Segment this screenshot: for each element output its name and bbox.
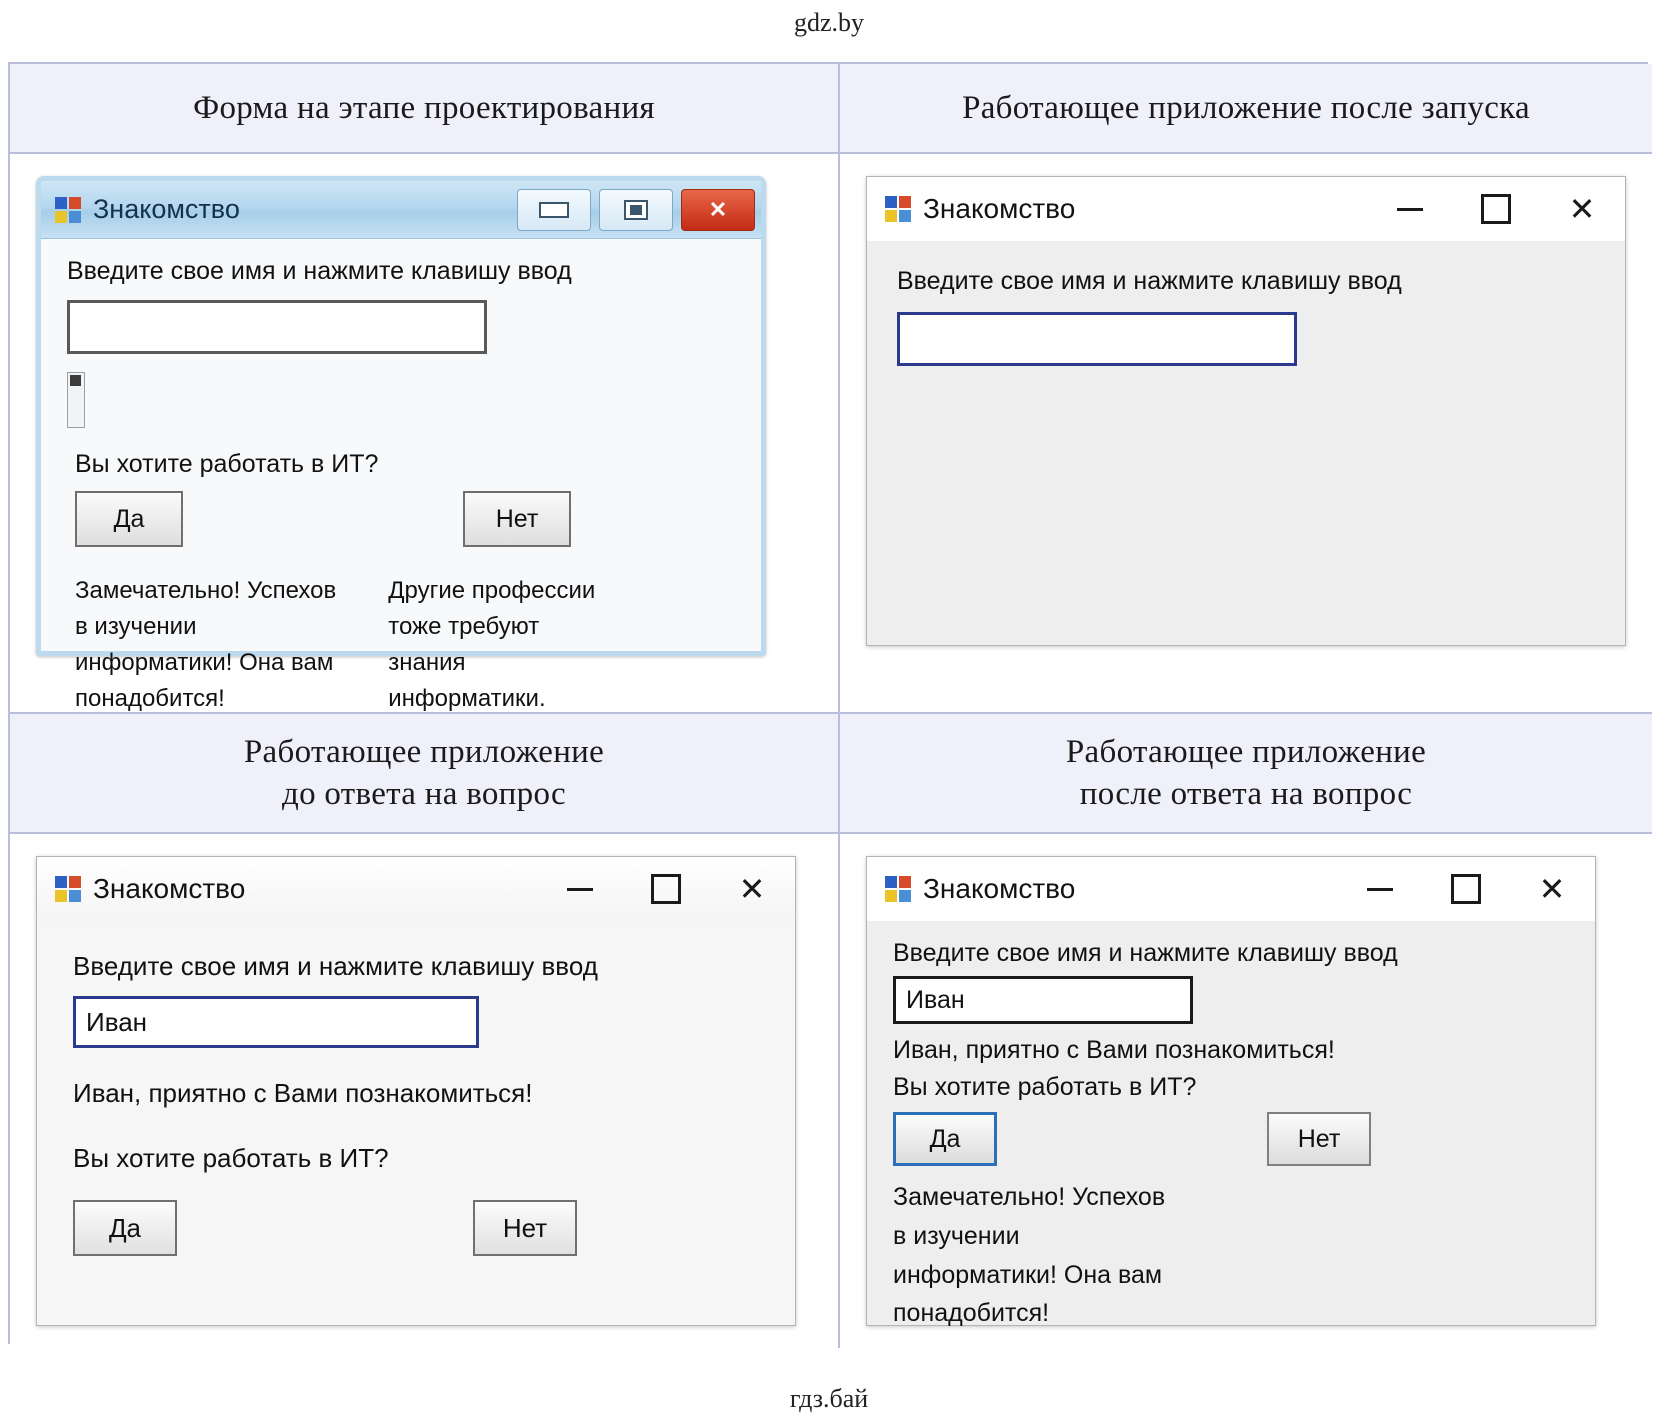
answer-yes-line-1: Замечательно! Успехов <box>75 577 337 604</box>
prompt-label: Введите свое имя и нажмите клавишу ввод <box>897 267 1402 295</box>
answer-button-row <box>75 491 761 547</box>
caption-buttons <box>1337 857 1595 921</box>
maximize-button[interactable] <box>623 857 709 921</box>
cell-running-before-answer <box>10 834 840 1348</box>
titlebar-before-answer[interactable] <box>37 857 795 921</box>
yes-button[interactable]: Да <box>73 1200 177 1256</box>
window-title: Знакомство <box>923 193 1076 224</box>
maximize-button[interactable] <box>1423 857 1509 921</box>
cell-running-after-start <box>840 154 1652 714</box>
running-window-after-answer <box>866 856 1596 1326</box>
answer-no-line-3: знания <box>388 649 466 676</box>
answer-yes-line-3: информатики! Она вам <box>893 1260 1163 1289</box>
cell-design-form <box>10 154 840 714</box>
resize-handle-icon[interactable] <box>67 372 85 428</box>
name-input[interactable] <box>67 300 487 354</box>
answer-no-line-4: информатики. <box>388 685 546 712</box>
answer-yes-line-4: понадобится! <box>75 685 225 712</box>
question-label: Вы хотите работать в ИТ? <box>75 450 379 478</box>
running-start-body <box>867 241 1625 645</box>
running-after-answer-body <box>867 921 1595 1328</box>
app-icon <box>55 197 81 223</box>
maximize-icon <box>624 200 648 220</box>
header-after-answer-line-2: после ответа на вопрос <box>1079 776 1413 812</box>
maximize-button[interactable] <box>1453 177 1539 241</box>
answer-yes-line-3: информатики! Она вам <box>75 649 334 676</box>
app-icon <box>885 196 911 222</box>
header-before-answer-line-2: до ответа на вопрос <box>281 776 567 812</box>
answer-yes-text <box>75 573 336 717</box>
question-label: Вы хотите работать в ИТ? <box>893 1073 1197 1101</box>
answer-yes-text <box>893 1178 1569 1333</box>
answer-no-line-1: Другие профессии <box>388 577 596 604</box>
no-button[interactable]: Нет <box>463 491 571 547</box>
caption-buttons <box>1367 177 1625 241</box>
comparison-grid <box>8 62 1648 1344</box>
yes-button[interactable]: Да <box>75 491 183 547</box>
design-titlebar[interactable] <box>41 181 761 239</box>
window-title: Знакомство <box>923 873 1076 904</box>
design-window <box>36 176 766 712</box>
no-button[interactable]: Нет <box>473 1200 577 1256</box>
answer-yes-line-4: понадобится! <box>893 1299 1050 1328</box>
answer-yes-line-2: в изучении <box>893 1221 1020 1250</box>
answer-button-row <box>73 1200 759 1256</box>
window-title: Знакомство <box>93 194 240 224</box>
maximize-button[interactable] <box>599 189 673 231</box>
minimize-button[interactable] <box>1367 177 1453 241</box>
cell-running-after-answer <box>840 834 1652 1348</box>
prompt-label: Введите свое имя и нажмите клавишу ввод <box>893 939 1398 967</box>
close-button[interactable]: ✕ <box>681 189 755 231</box>
close-button[interactable]: ✕ <box>1568 191 1596 227</box>
app-icon <box>885 876 911 902</box>
minimize-button[interactable] <box>1337 857 1423 921</box>
close-button[interactable]: ✕ <box>1538 871 1566 907</box>
caption-buttons <box>517 189 755 231</box>
watermark-bottom: гдз.бай <box>789 1384 869 1413</box>
header-after-answer-line-1: Работающее приложение <box>1065 733 1427 770</box>
header-design-stage: Форма на этапе проектирования <box>10 64 840 154</box>
no-button[interactable]: Нет <box>1267 1112 1371 1166</box>
name-input[interactable]: Иван <box>73 996 479 1048</box>
yes-button[interactable]: Да <box>893 1112 997 1166</box>
titlebar-after-answer[interactable] <box>867 857 1595 921</box>
caption-buttons <box>537 857 795 921</box>
running-before-answer-body <box>37 921 795 1325</box>
header-running-after-start: Работающее приложение после запуска <box>840 64 1652 154</box>
minimize-icon <box>539 202 569 218</box>
header-running-before-answer <box>10 714 840 834</box>
prompt-label: Введите свое имя и нажмите клавишу ввод <box>67 257 572 285</box>
minimize-button[interactable] <box>537 857 623 921</box>
app-icon <box>55 876 81 902</box>
window-title: Знакомство <box>93 873 246 904</box>
header-before-answer-line-1: Работающее приложение <box>243 733 605 770</box>
answer-yes-line-2: в изучении <box>75 613 197 640</box>
name-input[interactable] <box>897 312 1297 366</box>
design-form-body <box>41 239 761 717</box>
answer-no-line-2: тоже требуют <box>388 613 540 640</box>
greeting-label: Иван, приятно с Вами познакомиться! <box>893 1036 1335 1064</box>
name-input[interactable]: Иван <box>893 976 1193 1024</box>
titlebar-start[interactable] <box>867 177 1625 241</box>
close-button[interactable]: ✕ <box>738 871 766 907</box>
answer-button-row <box>893 1112 1569 1166</box>
minimize-button[interactable] <box>517 189 591 231</box>
answer-texts <box>75 573 761 717</box>
running-window-before-answer <box>36 856 796 1326</box>
running-window-start <box>866 176 1626 646</box>
watermark-top: gdz.by <box>793 8 865 37</box>
question-label: Вы хотите работать в ИТ? <box>73 1143 389 1173</box>
prompt-label: Введите свое имя и нажмите клавишу ввод <box>73 951 598 981</box>
answer-no-text <box>388 573 595 717</box>
greeting-label: Иван, приятно с Вами познакомиться! <box>73 1078 533 1108</box>
answer-yes-line-1: Замечательно! Успехов <box>893 1183 1166 1211</box>
header-running-after-answer <box>840 714 1652 834</box>
